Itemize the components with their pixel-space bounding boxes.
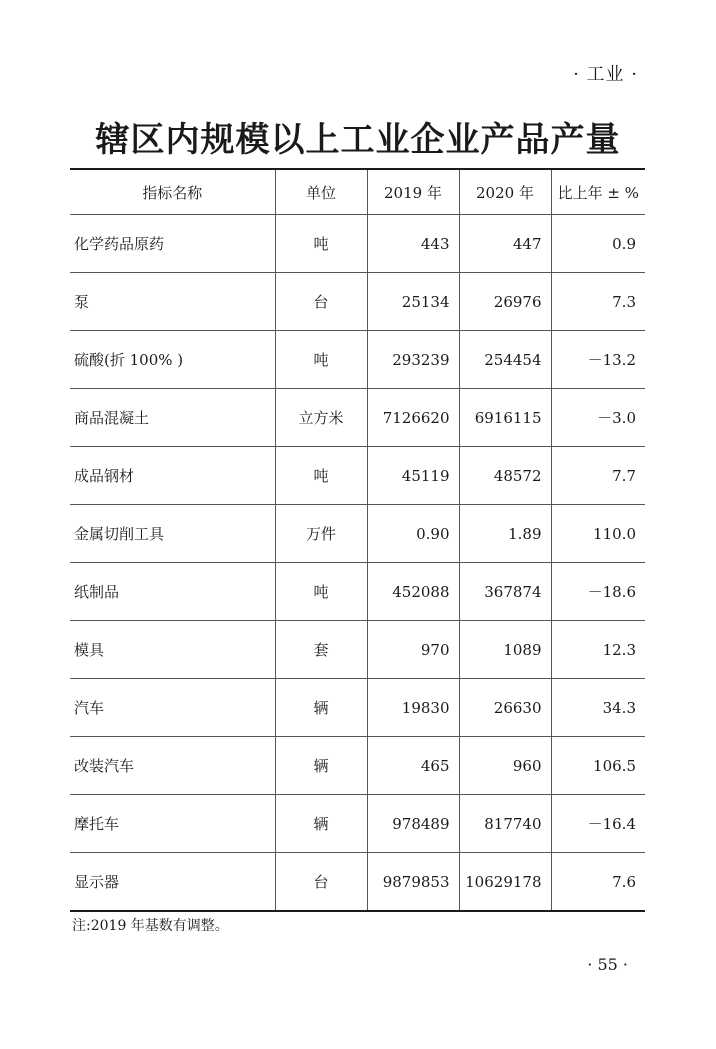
cell-unit: 套	[275, 621, 367, 679]
cell-unit: 辆	[275, 737, 367, 795]
cell-2019: 7126620	[367, 389, 459, 447]
cell-indicator-name: 显示器	[74, 873, 120, 891]
table-row	[70, 331, 645, 389]
table-row	[70, 273, 645, 331]
cell-indicator-name: 摩托车	[70, 795, 275, 853]
cell-indicator-name: 改装汽车	[70, 737, 275, 795]
page-number: · 55 ·	[587, 955, 628, 974]
cell-indicator-name: 纸制品	[70, 563, 275, 621]
cell-2020: 817740	[459, 795, 551, 853]
page-title: 辖区内规模以上工业企业产品产量	[95, 120, 621, 160]
cell-unit: 吨	[275, 563, 367, 621]
cell-change: －16.4	[551, 795, 645, 853]
cell-2020: 1.89	[459, 505, 551, 563]
data-table	[70, 168, 645, 912]
cell-unit: 吨	[275, 331, 367, 389]
section-tag: · 工业 ·	[573, 64, 638, 85]
cell-2020: 10629178	[459, 853, 551, 912]
cell-indicator-name: 泵	[70, 273, 275, 331]
header-unit: 单位	[275, 169, 367, 215]
table-header-row	[70, 169, 645, 215]
cell-unit: 台	[275, 273, 367, 331]
cell-2020: 26630	[459, 679, 551, 737]
cell-2019: 970	[367, 621, 459, 679]
cell-change: 12.3	[551, 621, 645, 679]
header-indicator-name: 指标名称	[70, 169, 275, 215]
header-2019: 2019 年	[367, 169, 459, 215]
cell-2019: 9879853	[367, 853, 459, 912]
cell-2019: 45119	[367, 447, 459, 505]
cell-unit: 台	[275, 853, 367, 912]
table-row	[70, 563, 645, 621]
cell-change: 34.3	[551, 679, 645, 737]
cell-indicator-name: 汽车	[70, 679, 275, 737]
cell-2019: 25134	[367, 273, 459, 331]
table-row	[70, 389, 645, 447]
cell-indicator-name: 金属切削工具	[70, 505, 275, 563]
cell-unit: 辆	[275, 795, 367, 853]
cell-change: －3.0	[551, 389, 645, 447]
table-row	[70, 737, 645, 795]
cell-change: 0.9	[551, 215, 645, 273]
header-2020: 2020 年	[459, 169, 551, 215]
cell-indicator-name: 硫酸(折 100% )	[70, 331, 275, 389]
cell-2019: 978489	[367, 795, 459, 853]
cell-indicator-name: 成品钢材	[70, 447, 275, 505]
cell-unit: 辆	[275, 679, 367, 737]
cell-2019: 443	[367, 215, 459, 273]
cell-2020: 26976	[459, 273, 551, 331]
cell-change: 7.6	[551, 853, 645, 912]
cell-2020: 48572	[459, 447, 551, 505]
cell-2019: 293239	[367, 331, 459, 389]
cell-2020: 447	[459, 215, 551, 273]
cell-2019: 0.90	[367, 505, 459, 563]
cell-indicator-name: 商品混凝土	[70, 389, 275, 447]
footnote: 注:2019 年基数有调整。	[72, 918, 229, 934]
table-row	[70, 795, 645, 853]
cell-unit: 立方米	[275, 389, 367, 447]
cell-indicator-name: 化学药品原药	[70, 215, 275, 273]
cell-2020: 960	[459, 737, 551, 795]
table-row	[70, 679, 645, 737]
cell-unit: 吨	[275, 447, 367, 505]
header-change: 比上年 ± %	[551, 169, 645, 215]
table-row	[70, 621, 645, 679]
table-row	[70, 505, 645, 563]
cell-2019: 452088	[367, 563, 459, 621]
cell-indicator-name: 模具	[70, 621, 275, 679]
cell-2020: 1089	[459, 621, 551, 679]
cell-change: 110.0	[551, 505, 645, 563]
cell-2020: 6916115	[459, 389, 551, 447]
table-body	[70, 215, 645, 912]
cell-change: －18.6	[551, 563, 645, 621]
cell-change: 106.5	[551, 737, 645, 795]
cell-change: －13.2	[551, 331, 645, 389]
cell-change: 7.7	[551, 447, 645, 505]
cell-unit: 吨	[275, 215, 367, 273]
table-row	[70, 215, 645, 273]
cell-change: 7.3	[551, 273, 645, 331]
table-row	[70, 447, 645, 505]
table-row	[70, 853, 645, 912]
cell-2019: 465	[367, 737, 459, 795]
cell-2020: 367874	[459, 563, 551, 621]
cell-2020: 254454	[459, 331, 551, 389]
cell-unit: 万件	[275, 505, 367, 563]
cell-2019: 19830	[367, 679, 459, 737]
